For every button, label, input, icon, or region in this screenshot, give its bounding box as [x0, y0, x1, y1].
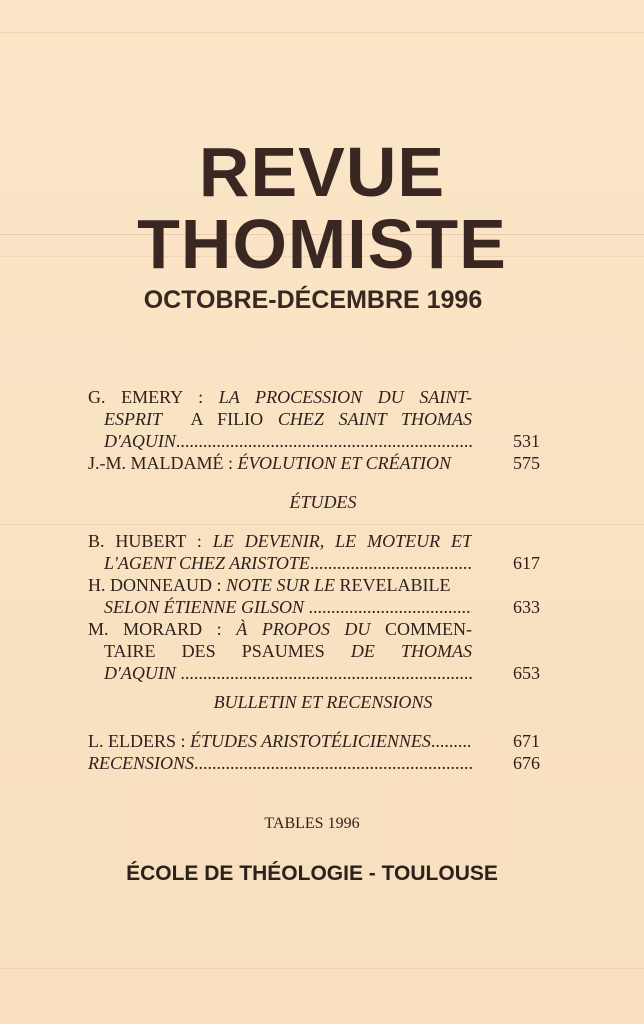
- entry-author: M. MORARD :: [88, 619, 222, 639]
- entry-page: 575: [513, 453, 540, 473]
- entry-title: DE THOMAS: [350, 641, 472, 661]
- toc-entry: [88, 752, 540, 774]
- paper-streak: [0, 32, 644, 33]
- entry-title: À PROPOS DU: [236, 619, 371, 639]
- entry-page: 653: [513, 663, 540, 683]
- entry-page: 671: [513, 731, 540, 751]
- entry-title: LE DEVENIR, LE MOTEUR ET: [212, 531, 472, 551]
- toc-entry: [88, 530, 540, 574]
- publisher: ÉCOLE DE THÉOLOGIE - TOULOUSE: [126, 862, 498, 885]
- paper-streak: [0, 968, 644, 969]
- entry-title: NOTE SUR LE: [226, 575, 336, 595]
- leader-dots: [180, 662, 472, 684]
- entry-title: CHEZ SAINT THOMAS: [277, 409, 472, 429]
- entry-title: ÉVOLUTION ET CRÉATION: [237, 453, 452, 473]
- entry-author: J.-M. MALDAMÉ :: [88, 453, 234, 473]
- entry-page: 617: [513, 553, 540, 573]
- entry-page: 676: [513, 753, 540, 773]
- entry-title: LA PROCESSION DU SAINT-: [218, 387, 472, 407]
- entry-author: B. HUBERT :: [88, 531, 202, 551]
- entry-title: SELON ÉTIENNE GILSON: [104, 597, 305, 617]
- leader-dots: [194, 752, 472, 774]
- toc-entry: [88, 386, 540, 452]
- entry-author: L. ELDERS :: [88, 731, 186, 751]
- entry-title: RECENSIONS: [88, 753, 194, 773]
- leader-dots: [176, 430, 472, 452]
- entry-title: L'AGENT CHEZ ARISTOTE: [104, 553, 310, 573]
- entry-author: H. DONNEAUD :: [88, 575, 222, 595]
- entry-title: ÉTUDES ARISTOTÉLICIENNES: [190, 731, 431, 751]
- journal-title-line2: THOMISTE: [137, 205, 507, 283]
- entry-title: COMMEN-: [384, 619, 472, 639]
- leader-dots: [431, 730, 472, 752]
- section-heading-etudes: ÉTUDES: [289, 492, 357, 512]
- entry-title: REVELABILE: [339, 575, 451, 595]
- entry-page: 531: [513, 431, 540, 451]
- toc-entry: [88, 574, 540, 618]
- entry-title: TAIRE DES PSAUMES: [104, 641, 325, 661]
- section-heading-bulletin: BULLETIN ET RECENSIONS: [213, 692, 433, 712]
- entry-author: G. EMERY :: [88, 387, 204, 407]
- table-of-contents: [88, 386, 540, 774]
- issue-date: OCTOBRE-DÉCEMBRE 1996: [143, 286, 483, 314]
- entry-page: 633: [513, 597, 540, 617]
- entry-title: D'AQUIN: [104, 431, 176, 451]
- toc-entry: [88, 452, 540, 474]
- tables-note: TABLES 1996: [264, 815, 360, 832]
- entry-title: ESPRIT: [104, 409, 162, 429]
- toc-entry: [88, 730, 540, 752]
- leader-dots: [309, 596, 472, 618]
- leader-dots: [310, 552, 472, 574]
- entry-title: A FILIO: [190, 409, 264, 429]
- entry-title: D'AQUIN: [104, 663, 176, 683]
- journal-title-line1: REVUE: [198, 133, 446, 211]
- toc-entry: [88, 618, 540, 684]
